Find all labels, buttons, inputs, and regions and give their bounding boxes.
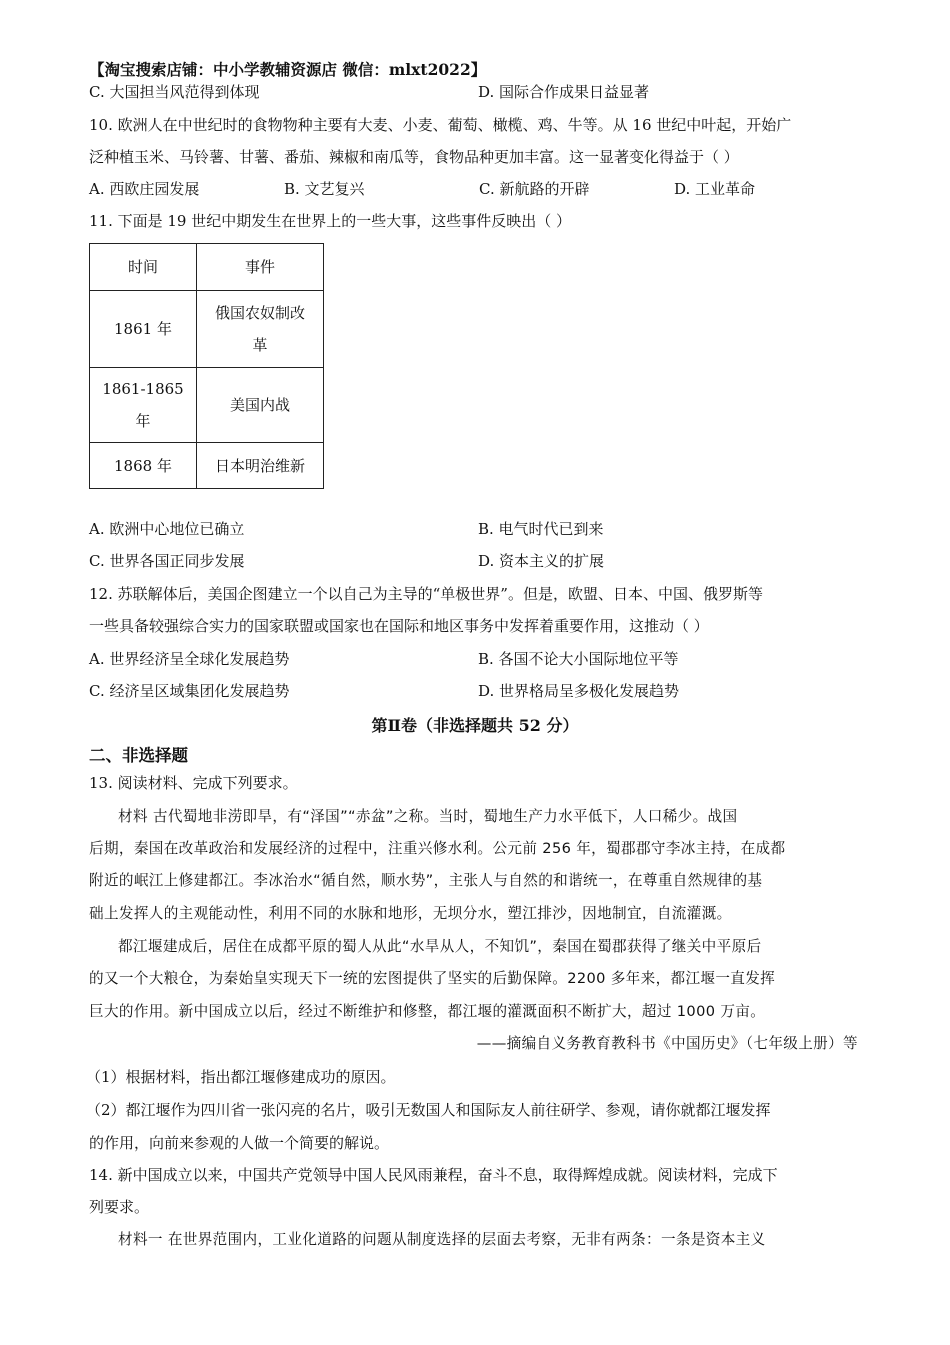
q13-material-line: 后期，秦国在改革政治和发展经济的过程中，注重兴修水利。公元前 256 年，蜀郡郡守李冰主持，在成都 [89, 840, 786, 857]
time-text: 1861 年 [114, 320, 172, 338]
q9-option-d: D. 国际合作成果日益显著 [478, 83, 650, 101]
q13-material-line: 附近的岷江上修建都江。李冰治水“循自然，顺水势”，主张人与自然的和谐统一，在尊重自然规律的基 [89, 872, 763, 889]
q13-material-line: 巨大的作用。新中国成立以后，经过不断维护和修整，都江堰的灌溉面积不断扩大，超过 1000 万亩。 [89, 1003, 766, 1020]
q10-options [89, 179, 755, 199]
q10-option-d: D. 工业革命 [674, 180, 756, 198]
store-banner: 【淘宝搜索店铺：中小学教辅资源店 微信：mlxt2022】 [89, 60, 487, 79]
part2-title: 第Ⅱ卷（非选择题共 52 分） [371, 716, 579, 735]
q14-stem-line2: 列要求。 [89, 1198, 150, 1216]
q9-option-c: C. 大国担当风范得到体现 [89, 83, 260, 101]
q13-material-line: 材料 古代蜀地非涝即旱，有“泽国”“赤盆”之称。当时，蜀地生产力水平低下，人口稀少。战国 [118, 808, 738, 825]
table-row [90, 443, 324, 489]
q11-option-d: D. 资本主义的扩展 [478, 552, 605, 570]
table-cell-time [90, 291, 197, 368]
q10-stem-line2: 泛种植玉米、马铃薯、甘薯、番茄、辣椒和南瓜等，食物品种更加丰富。这一显著变化得益于（ ） [89, 148, 739, 166]
q10-option-c: C. 新航路的开辟 [479, 180, 590, 198]
event-text: 美国内战 [229, 396, 290, 414]
table-cell-time [90, 443, 197, 489]
table-row [90, 368, 324, 443]
q10-option-a: A. 西欧庄园发展 [89, 180, 200, 198]
q11-stem: 11. 下面是 19 世纪中期发生在世界上的一些大事，这些事件反映出（ ） [89, 212, 572, 230]
q13-material-source: ——摘编自义务教育教科书《中国历史》（七年级上册）等 [476, 1035, 858, 1052]
q11-option-b: B. 电气时代已到来 [478, 520, 604, 538]
event-text-line1: 俄国农奴制改 [214, 304, 305, 322]
q13-stem: 13. 阅读材料、完成下列要求。 [89, 774, 298, 792]
time-text-line1: 1861-1865 [102, 380, 184, 398]
q13-material-line: 的又一个大粮仓，为秦始皇实现天下一统的宏图提供了坚实的后勤保障。2200 多年来，都江堰一直发挥 [89, 970, 776, 987]
q12-option-a: A. 世界经济呈全球化发展趋势 [89, 650, 290, 668]
q12-stem-line2: 一些具备较强综合实力的国家联盟或国家也在国际和地区事务中发挥着重要作用，这推动（ ） [89, 617, 709, 635]
section2-heading: 二、非选择题 [89, 746, 188, 765]
q11-option-c: C. 世界各国正同步发展 [89, 552, 245, 570]
event-text: 日本明治维新 [214, 456, 305, 475]
q11-option-a: A. 欧洲中心地位已确立 [89, 520, 245, 538]
table-cell-event [197, 291, 324, 368]
q10-stem-line1: 10. 欧洲人在中世纪时的食物物种主要有大麦、小麦、葡萄、橄榄、鸡、牛等。从 16 世纪中叶起，开始广 [89, 116, 792, 134]
q12-option-d: D. 世界格局呈多极化发展趋势 [478, 682, 680, 700]
q13-sub2-line2: 的作用，向前来参观的人做一个简要的解说。 [89, 1134, 390, 1152]
q13-material-line: 都江堰建成后，居住在成都平原的蜀人从此“水旱从人，不知饥”，秦国在蜀郡获得了继关中平原后 [118, 938, 762, 955]
q14-material1-line: 材料一 在世界范围内，工业化道路的问题从制度选择的层面去考察，无非有两条：一条是资本主义 [118, 1231, 766, 1248]
q13-sub2-line1: （2）都江堰作为四川省一张闪亮的名片，吸引无数国人和国际友人前往研学、参观，请你就都江堰发挥 [86, 1101, 771, 1119]
events-table [89, 243, 324, 489]
table-cell-event [197, 368, 324, 443]
time-text-line2: 年 [135, 412, 151, 430]
table-header-time: 时间 [90, 244, 197, 291]
table-header-event: 事件 [197, 244, 324, 291]
q12-option-b: B. 各国不论大小国际地位平等 [478, 650, 679, 668]
table-cell-event [197, 443, 324, 489]
q10-option-b: B. 文艺复兴 [284, 180, 365, 198]
event-text-line2: 革 [252, 336, 268, 354]
q13-material-line: 础上发挥人的主观能动性，利用不同的水脉和地形，无坝分水，塑江排沙，因地制宜，自流灌溉。 [89, 905, 732, 922]
table-header-row [90, 244, 324, 291]
q12-stem-line1: 12. 苏联解体后，美国企图建立一个以自己为主导的“单极世界”。但是，欧盟、日本、中国、俄罗斯等 [89, 585, 763, 603]
table-cell-time [90, 368, 197, 443]
q12-option-c: C. 经济呈区域集团化发展趋势 [89, 682, 290, 700]
table-row [90, 291, 324, 368]
q13-sub1: （1）根据材料，指出都江堰修建成功的原因。 [86, 1068, 396, 1086]
time-text: 1868 年 [114, 456, 172, 475]
q14-stem-line1: 14. 新中国成立以来，中国共产党领导中国人民风雨兼程，奋斗不息，取得辉煌成就。阅读材料，完成下 [89, 1166, 778, 1184]
